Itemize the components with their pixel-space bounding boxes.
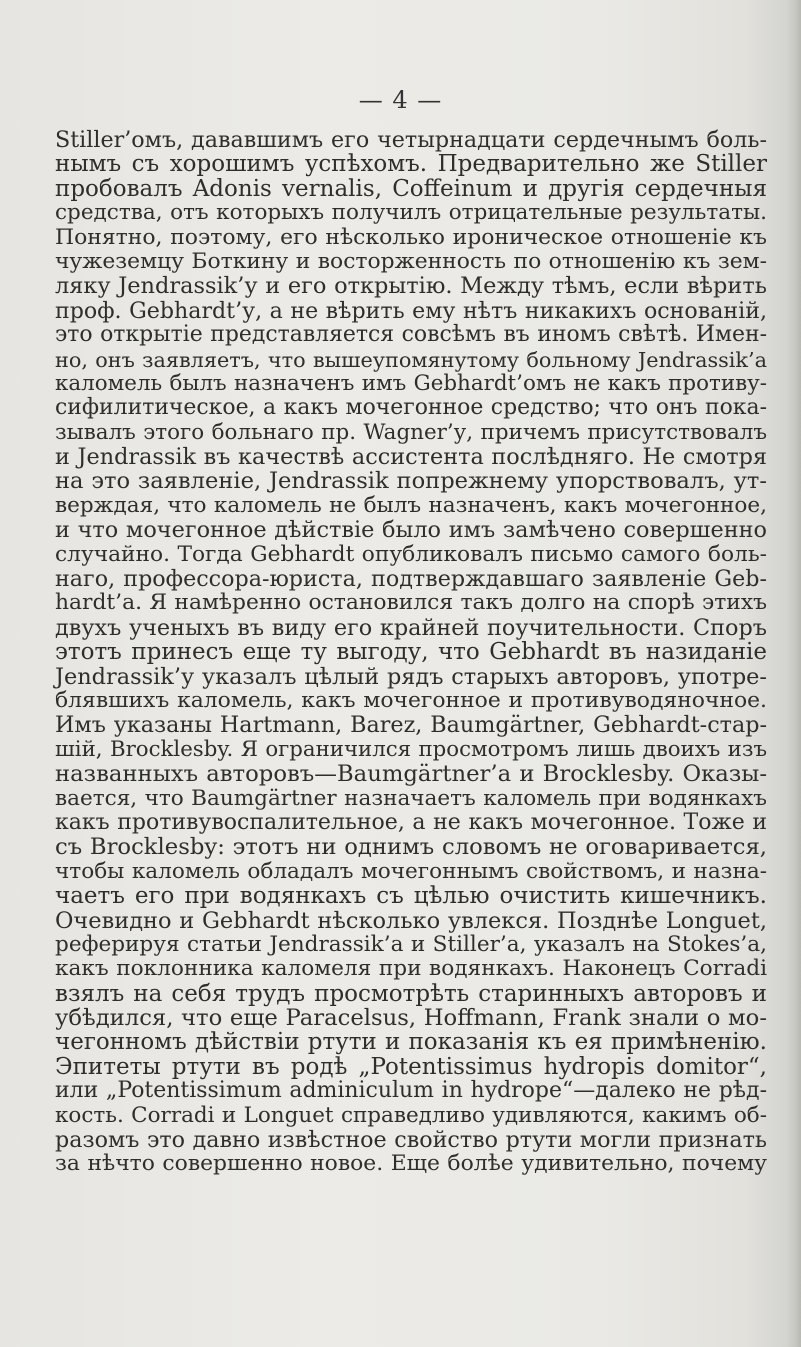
text-line: вается, что Baumgärtner назначаетъ каломель при водянкахъ xyxy=(55,785,767,811)
text-line: кость. Corradi и Longuet справедливо удивляются, какимъ об- xyxy=(55,1102,767,1128)
text-line: чегонномъ дѣйствіи ртути и показанія къ ея примѣненію. xyxy=(55,1029,767,1056)
text-line: но, онъ заявляетъ, что вышеупомянутому больному Jendrassik’а xyxy=(55,347,767,372)
text-line: или „Potentissimum adminiculum in hydrope“—далеко не рѣд- xyxy=(55,1078,767,1104)
text-line: Понятно, поэтому, его нѣсколько ироническое отношеніе къ xyxy=(55,224,767,250)
text-line: реферируя статьи Jendrassik’а и Stiller’а, указалъ на Stokes’а, xyxy=(55,931,767,957)
text-line: Эпитеты ртути въ родѣ „Potentissimus hydropis domitor“, xyxy=(55,1053,767,1080)
text-line: чтобы каломель обладалъ мочегоннымъ свойствомъ, и назна- xyxy=(55,858,767,884)
text-line: блявшихъ каломель, какъ мочегонное и противуводяночное. xyxy=(55,687,767,713)
text-line: какъ поклонника каломеля при водянкахъ. Наконецъ Corradi xyxy=(55,956,767,982)
text-line: чужеземцу Боткину и восторженность по отношенію къ зем- xyxy=(55,248,767,274)
text-line: это открытіе представляется совсѣмъ въ иномъ свѣтѣ. Имен- xyxy=(55,322,767,348)
page-number: — 4 — xyxy=(358,86,443,114)
text-line: двухъ ученыхъ въ виду его крайней поучительности. Споръ xyxy=(55,614,767,641)
text-line: верждая, что каломель не былъ назначенъ, какъ мочегонное, xyxy=(55,492,767,518)
text-line: средства, отъ которыхъ получилъ отрицательные результаты. xyxy=(55,200,767,226)
text-line: шій, Brocklesby. Я ограничился просмотромъ лишь двоихъ изъ xyxy=(55,736,767,762)
text-line: Stiller’омъ, дававшимъ его четырнадцати сердечнымъ боль- xyxy=(55,127,767,153)
text-line: убѣдился, что еще Paracelsus, Hoffmann, Frank знали о мо- xyxy=(55,1005,767,1032)
text-line: каломель былъ назначенъ имъ Gebhardt’омъ не какъ противу- xyxy=(55,370,767,396)
text-line: разомъ это давно извѣстное свойство ртути могли признать xyxy=(55,1127,767,1154)
body-text xyxy=(55,128,767,1177)
text-line: этотъ принесъ еще ту выгоду, что Gebhardt въ назиданіе xyxy=(55,639,767,666)
text-line: съ Brocklesby: этотъ ни однимъ словомъ не оговаривается, xyxy=(55,834,767,861)
text-line: нымъ съ хорошимъ успѣхомъ. Предварительно же Stiller xyxy=(55,151,767,178)
text-line: зывалъ этого больнаго пр. Wagner’у, причемъ присутствовалъ xyxy=(55,419,767,445)
text-line: какъ противувоспалительное, а не какъ мочегонное. Тоже и xyxy=(55,809,767,835)
text-line: Jendrassik’у указалъ цѣлый рядъ старыхъ авторовъ, употре- xyxy=(55,663,767,690)
text-line: сифилитическое, а какъ мочегонное средство; что онъ пока- xyxy=(55,395,767,421)
text-line: Имъ указаны Hartmann, Barez, Baumgärtner, Gebhardt-стар- xyxy=(55,712,767,739)
text-line: hardt’а. Я намѣренно остановился такъ долго на спорѣ этихъ xyxy=(55,590,767,616)
page-edge-shadow xyxy=(787,0,801,1347)
text-line: Очевидно и Gebhardt нѣсколько увлекся. Позднѣе Longuet, xyxy=(55,907,767,934)
text-line: и Jendrassik въ качествѣ ассистента послѣдняго. Не смотря xyxy=(55,444,767,471)
text-line: за нѣчто совершенно новое. Еще болѣе удивительно, почему xyxy=(55,1151,767,1177)
text-line: случайно. Тогда Gebhardt опубликовалъ письмо самого боль- xyxy=(55,541,767,567)
text-line: на это заявленіе, Jendrassik попрежнему упорствовалъ, ут- xyxy=(55,468,767,495)
text-line: проф. Gebhardt’у, а не вѣрить ему нѣтъ никакихъ основаній, xyxy=(55,297,767,324)
text-line: взялъ на себя трудъ просмотрѣть старинныхъ авторовъ и xyxy=(55,980,767,1007)
text-line: и что мочегонное дѣйствіе было имъ замѣчено совершенно xyxy=(55,517,767,544)
text-line: наго, профессора-юриста, подтверждавшаго заявленіе Geb- xyxy=(55,566,767,593)
text-line: ляку Jendrassik’у и его открытію. Между тѣмъ, если вѣрить xyxy=(55,273,767,300)
text-line: пробовалъ Adonis vernalis, Coffeinum и другія сердечныя xyxy=(55,175,767,202)
text-line: чаетъ его при водянкахъ съ цѣлью очистить кишечникъ. xyxy=(55,883,767,910)
text-line: названныхъ авторовъ—Baumgärtner’а и Brocklesby. Оказы- xyxy=(55,761,767,788)
